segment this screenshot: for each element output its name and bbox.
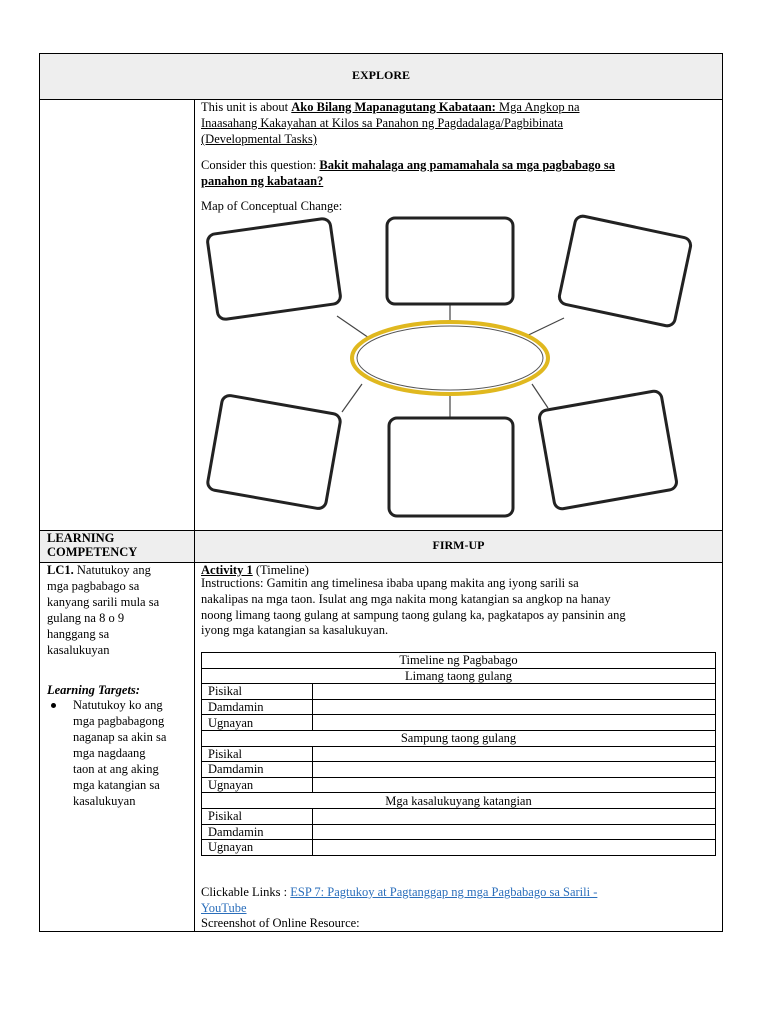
table-row xyxy=(202,824,716,840)
concept-box-bottom-right xyxy=(538,390,677,510)
table-row xyxy=(202,808,716,824)
concept-box-top-right xyxy=(558,215,692,328)
timeline-table xyxy=(201,652,716,856)
question-intro: Consider this question: xyxy=(201,158,320,172)
lc-first-line xyxy=(47,563,151,579)
concept-center-ellipse xyxy=(352,322,548,394)
section-heading: Limang taong gulang xyxy=(202,668,716,684)
map-label: Map of Conceptual Change: xyxy=(201,199,343,213)
answer-cell[interactable] xyxy=(313,808,716,824)
answer-cell[interactable] xyxy=(313,746,716,762)
learning-targets-header: Learning Targets: xyxy=(47,683,140,697)
table-row xyxy=(202,777,716,793)
row-label: Pisikal xyxy=(202,746,313,762)
section-heading: Sampung taong gulang xyxy=(202,730,716,746)
row-label: Ugnayan xyxy=(202,840,313,856)
answer-cell[interactable] xyxy=(313,699,716,715)
clickable-links-line xyxy=(201,885,597,901)
concept-box-top-left xyxy=(207,218,342,320)
table-row xyxy=(202,715,716,731)
lc-line1: Natutukoy ang xyxy=(73,563,151,577)
answer-cell[interactable] xyxy=(313,777,716,793)
table-border-left xyxy=(39,53,40,932)
table-border-top xyxy=(39,53,723,54)
table-row xyxy=(202,746,716,762)
column-divider xyxy=(194,99,195,932)
target-line: mga nagdaang xyxy=(73,746,146,760)
table-row xyxy=(202,793,716,809)
table-row xyxy=(202,699,716,715)
question xyxy=(201,158,615,174)
clickable-links-label: Clickable Links : xyxy=(201,885,291,899)
youtube-link[interactable]: ESP 7: Pagtukoy at Pagtanggap ng mga Pagbabago sa Sarili - xyxy=(290,885,598,899)
question-line2: panahon ng kabataan? xyxy=(201,174,324,188)
row-label: Pisikal xyxy=(202,684,313,700)
lc-line: kasalukuyan xyxy=(47,643,110,657)
target-line: taon at ang aking xyxy=(73,762,159,776)
instruction-line: nakalipas na mga taon. Isulat ang mga nakita mong katangian sa angkop na hanay xyxy=(201,592,611,606)
firm-up-header: FIRM-UP xyxy=(432,538,485,552)
lc-line: kanyang sarili mula sa xyxy=(47,595,160,609)
lc-line: mga pagbabago sa xyxy=(47,579,140,593)
connector-bottom-right xyxy=(532,384,548,408)
target-line: naganap sa akin sa xyxy=(73,730,167,744)
target-line: kasalukuyan xyxy=(73,794,136,808)
table-border-right xyxy=(722,53,723,932)
concept-box-bottom-left xyxy=(207,394,342,509)
unit-title-line3: (Developmental Tasks) xyxy=(201,132,317,146)
table-border-bottom xyxy=(39,931,723,932)
row-label: Ugnayan xyxy=(202,777,313,793)
activity-title: Activity 1 xyxy=(201,563,253,577)
activity-title-note: (Timeline) xyxy=(252,563,309,577)
row-label: Pisikal xyxy=(202,808,313,824)
concept-box-top xyxy=(387,218,513,304)
connector-bottom-left xyxy=(342,384,362,412)
row-label: Ugnayan xyxy=(202,715,313,731)
timeline-title: Timeline ng Pagbabago xyxy=(202,653,716,669)
screenshot-label: Screenshot of Online Resource: xyxy=(201,916,360,930)
youtube-link-continued[interactable]: YouTube xyxy=(201,901,247,915)
instruction-line: Instructions: Gamitin ang timelinesa ibaba upang makita ang iyong sarili sa xyxy=(201,576,579,590)
lc-line: hanggang sa xyxy=(47,627,110,641)
learning-competency-header: LEARNING COMPETENCY xyxy=(47,531,138,559)
unit-intro-text: This unit is about xyxy=(201,100,292,114)
row-label: Damdamin xyxy=(202,762,313,778)
answer-cell[interactable] xyxy=(313,762,716,778)
row-label: Damdamin xyxy=(202,824,313,840)
unit-title-line2: Inaasahang Kakayahan at Kilos sa Panahon ng Pagdadalaga/Pagbibinata xyxy=(201,116,564,130)
answer-cell[interactable] xyxy=(313,715,716,731)
table-row xyxy=(202,684,716,700)
answer-cell[interactable] xyxy=(313,684,716,700)
explore-header: EXPLORE xyxy=(351,68,410,82)
concept-map xyxy=(200,212,700,528)
target-line: mga katangian sa xyxy=(73,778,160,792)
table-row xyxy=(202,653,716,669)
table-row xyxy=(202,668,716,684)
bullet-dot xyxy=(51,703,56,708)
target-line: Natutukoy ko ang xyxy=(73,698,163,712)
instruction-line: noong limang taong gulang at sampung taong gulang ka, pagkatapos ay pansinin ang xyxy=(201,608,626,622)
answer-cell[interactable] xyxy=(313,824,716,840)
table-row xyxy=(202,840,716,856)
unit-title-rest: Mga Angkop na xyxy=(495,100,580,114)
unit-title-bold: Ako Bilang Mapanagutang Kabataan: xyxy=(291,100,496,114)
question-line1: Bakit mahalaga ang pamamahala sa mga pagbabago sa xyxy=(319,158,615,172)
concept-box-bottom xyxy=(389,418,513,516)
connector-top-left xyxy=(337,316,372,340)
lc-code: LC1. xyxy=(47,563,74,577)
unit-intro xyxy=(201,100,580,116)
target-line: mga pagbabagong xyxy=(73,714,165,728)
instruction-line: iyong mga katangian sa kasalukuyan. xyxy=(201,623,389,637)
row-label: Damdamin xyxy=(202,699,313,715)
lc-line: gulang na 8 o 9 xyxy=(47,611,125,625)
section-heading: Mga kasalukuyang katangian xyxy=(202,793,716,809)
table-row xyxy=(202,730,716,746)
table-row xyxy=(202,762,716,778)
answer-cell[interactable] xyxy=(313,840,716,856)
